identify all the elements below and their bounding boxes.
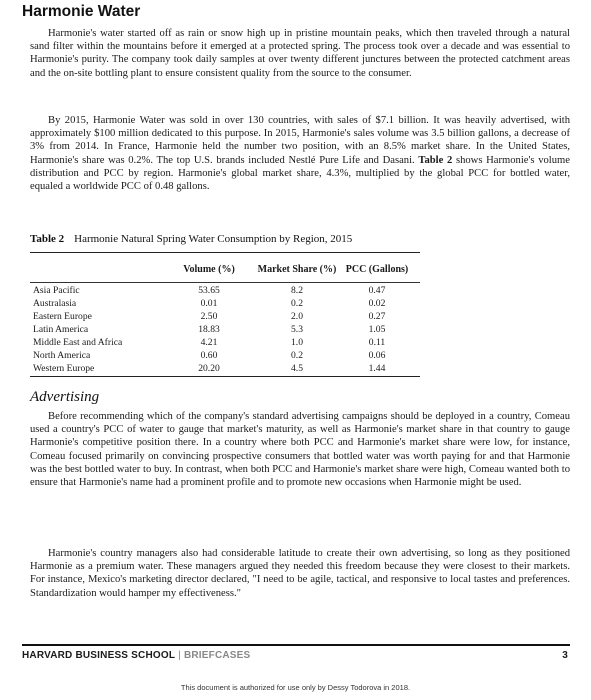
table-row (30, 298, 420, 311)
pcc-value: 0.11 (368, 337, 386, 348)
share-value: 0.2 (291, 298, 303, 309)
pcc-value: 0.02 (368, 298, 386, 309)
share-value: 1.0 (291, 337, 303, 348)
region-name: Western Europe (33, 363, 95, 374)
header-market-share: Market Share (%) (257, 264, 337, 275)
share-value: 0.2 (291, 350, 303, 361)
page-number: 3 (562, 650, 568, 661)
region-name: Eastern Europe (33, 311, 92, 322)
authorization-notice: This document is authorized for use only by Dessy Todorova in 2018. (180, 683, 411, 692)
share-value: 5.3 (291, 324, 303, 335)
volume-value: 20.20 (198, 363, 220, 374)
volume-value: 18.83 (198, 324, 220, 335)
volume-value: 2.50 (200, 311, 218, 322)
table-reference: Table 2 (418, 154, 453, 166)
section-heading-advertising: Advertising (30, 389, 100, 405)
document-title: Harmonie Water (22, 3, 141, 20)
share-value: 2.0 (291, 311, 303, 322)
region-name: Asia Pacific (33, 285, 80, 296)
table-row (30, 285, 420, 298)
footer-rule (22, 644, 570, 646)
region-name: Latin America (33, 324, 89, 335)
table-row (30, 311, 420, 324)
pcc-value: 0.06 (368, 350, 386, 361)
pcc-value: 1.05 (368, 324, 386, 335)
volume-value: 0.01 (200, 298, 218, 309)
paragraph-sales-text-a: By 2015, Harmonie Water was sold in over 130 countries, with sales of $7.1 billion. It was heavily advertised, with approximately $100 million dedicated to this purpose. In 2015, Harmonie's sales volume was 3.5 billion gallons, a decrease of 3% from 2014. In France, Harmonie held the number two position, with an 8.5% market share. In the United States, Harmonie's share was 0.2%. The top U.S. brands included Nestlé Pure Life and Dasani. (30, 115, 570, 166)
footer-series: BRIEFCASES (183, 650, 251, 661)
paragraph-sales-text-b: shows Harmonie's volume distribution and PCC by region. Harmonie's global market share, 4.3%, multiplied by the global PCC for bottled water, equaled a worldwide PCC of 0.48 gallons. (30, 154, 570, 193)
share-value: 4.5 (291, 363, 303, 374)
volume-value: 0.60 (200, 350, 218, 361)
region-name: North America (33, 350, 91, 361)
table-row (30, 337, 420, 350)
paragraph-intro: Harmonie's water started off as rain or snow high up in pristine mountain peaks, which then traveled through a natural sand filter within the mountains before it emerged at a protected spring. The process took over a decade and was essential to Harmonie's purity. The company took daily samples at over twenty different junctures between the protected catchment areas and the on-site bottling plant to ensure consistent quality from the source to the consumer. (30, 28, 570, 79)
pcc-value: 0.47 (368, 285, 386, 296)
table-top-rule (30, 252, 420, 253)
table-row (30, 350, 420, 363)
volume-value: 53.65 (198, 285, 220, 296)
table-header-rule (30, 282, 420, 283)
footer-separator: | (178, 650, 181, 661)
paragraph-sales (30, 114, 570, 193)
share-value: 8.2 (291, 285, 303, 296)
paragraph-advertising-strategy: Before recommending which of the company's standard advertising campaigns should be deployed in a country, Comeau used a country's PCC of water to gauge that market's maturity, as well as Harmonie's market share in that country to gauge Harmonie's competitive position there. In a country where both PCC and Harmonie's market share were low, for instance, Comeau focused primarily on convincing prospective consumers that bottled water was worth paying for and that Harmonie was the best bottled water to buy. In contrast, when both PCC and Harmonie's market share were high, Comeau wanted both to ensure that Harmonie's name had a prominent profile and to promote new occasions when Harmonie might be used. (30, 411, 570, 489)
header-volume: Volume (%) (183, 264, 235, 275)
footer-organization: HARVARD BUSINESS SCHOOL (22, 650, 176, 661)
table-row (30, 324, 420, 337)
paragraph-country-managers: Harmonie's country managers also had considerable latitude to create their own advertising, so long as they positioned Harmonie as a premium water. These managers argued they needed this freedom because they were closest to their markets. For instance, Mexico's marketing director declared, "I need to be agile, tactical, and responsive to local tastes and preferences. Standardization would hamper my effectiveness." (30, 548, 570, 599)
pcc-value: 1.44 (368, 363, 386, 374)
region-name: Australasia (33, 298, 77, 309)
table-caption (30, 233, 352, 245)
pcc-value: 0.27 (368, 311, 386, 322)
table-caption-text: Harmonie Natural Spring Water Consumption by Region, 2015 (74, 233, 353, 245)
volume-value: 4.21 (200, 337, 218, 348)
page-footer (22, 650, 570, 661)
region-name: Middle East and Africa (33, 337, 123, 348)
table-label: Table 2 (30, 233, 65, 245)
header-pcc: PCC (Gallons) (345, 264, 409, 275)
table-row (30, 363, 420, 376)
table-bottom-rule (30, 376, 420, 377)
